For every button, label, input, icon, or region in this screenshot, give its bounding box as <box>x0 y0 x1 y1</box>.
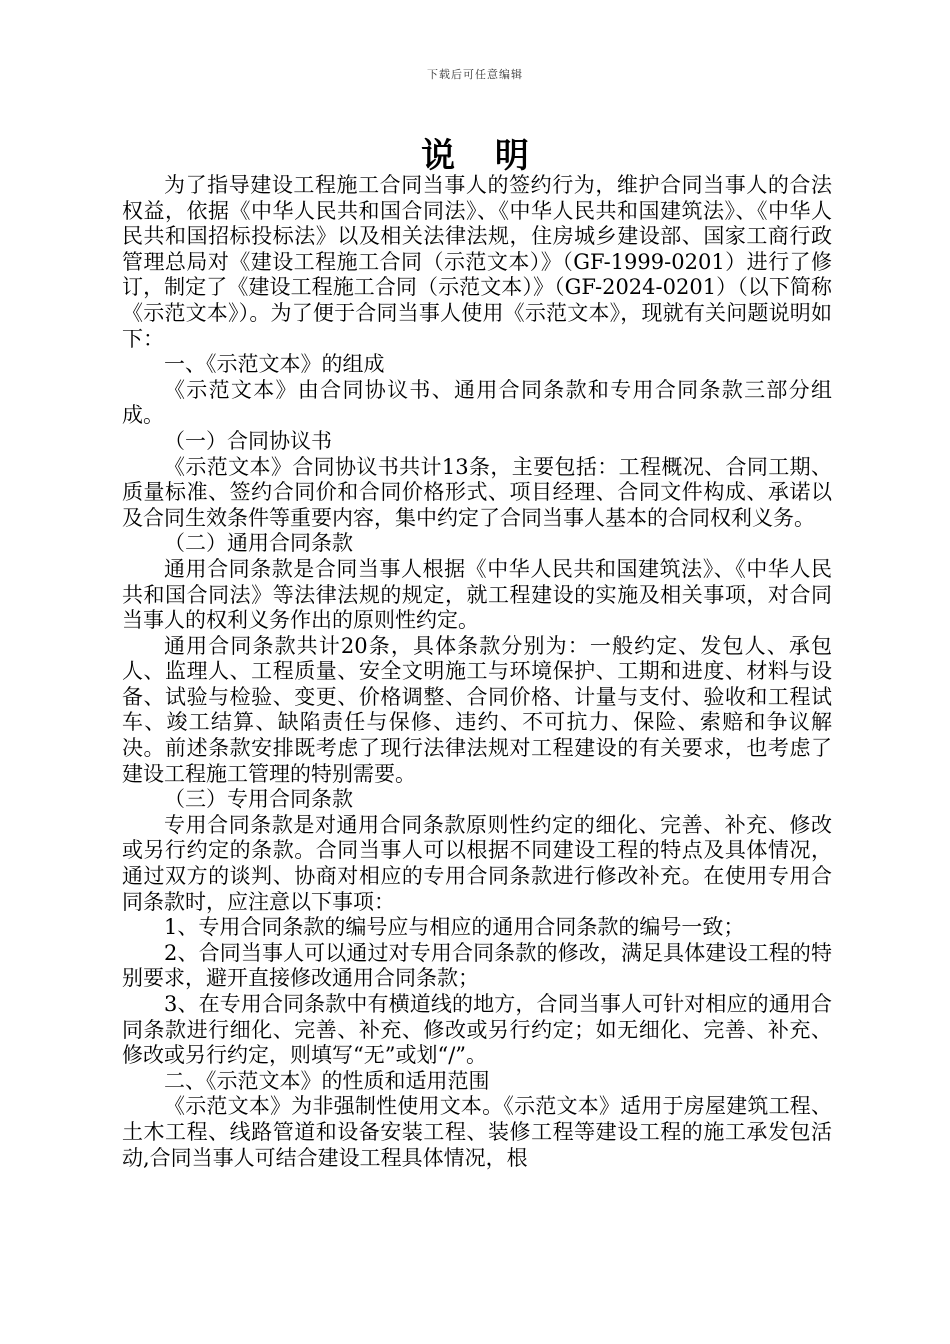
document-body <box>122 173 832 1171</box>
section-heading-composition: 一、《示范文本》的组成 <box>164 352 385 377</box>
paragraph-agreement: 《示范文本》合同协议书共计13条，主要包括：工程概况、合同工期、质量标准、签约合同价和合同价格形式、项目经理、合同文件构成、承诺以及合同生效条件等重要内容，集中约定了合同当事人基本的合同权利义务。 <box>122 454 832 530</box>
header-note: 下载后可任意编辑 <box>427 68 523 81</box>
paragraph-scope: 《示范文本》为非强制性使用文本。《示范文本》适用于房屋建筑工程、土木工程、线路管道和设备安装工程、装修工程等建设工程的施工承发包活动,合同当事人可结合建设工程具体情况，根 <box>122 1094 832 1170</box>
paragraph-general-terms: 通用合同条款是合同当事人根据《中华人民共和国建筑法》、《中华人民共和国合同法》等法律法规的规定，就工程建设的实施及相关事项，对合同当事人的权利义务作出的原则性约定。 <box>122 556 832 633</box>
list-item-1: 1、专用合同条款的编号应与相应的通用合同条款的编号一致； <box>164 915 745 940</box>
paragraph-composition: 《示范文本》由合同协议书、通用合同条款和专用合同条款三部分组成。 <box>122 377 832 428</box>
subsection-heading-special-terms: （三）专用合同条款 <box>164 787 353 812</box>
paragraph-special-terms: 专用合同条款是对通用合同条款原则性约定的细化、完善、补充、修改或另行约定的条款。合同当事人可以根据不同建设工程的特点及具体情况，通过双方的谈判、协商对相应的专用合同条款进行修改补充。在使用专用合同条款时，应注意以下事项： <box>122 812 832 914</box>
section-heading-scope: 二、《示范文本》的性质和适用范围 <box>164 1068 490 1093</box>
list-item-3: 3、在专用合同条款中有横道线的地方，合同当事人可针对相应的通用合同条款进行细化、完善、补充、修改或另行约定；如无细化、完善、补充、修改或另行约定，则填写“无”或划“/”。 <box>122 992 832 1068</box>
page-title: 说 明 <box>421 136 543 176</box>
paragraph-general-terms-list: 通用合同条款共计20条，具体条款分别为：一般约定、发包人、承包人、监理人、工程质量、安全文明施工与环境保护、工期和进度、材料与设备、试验与检验、变更、价格调整、合同价格、计量与支付、验收和工程试车、竣工结算、缺陷责任与保修、违约、不可抗力、保险、索赔和争议解决。前述条款安排既考虑了现行法律法规对工程建设的有关要求，也考虑了建设工程施工管理的特别需要。 <box>122 633 832 786</box>
subsection-heading-agreement: （一）合同协议书 <box>164 428 332 453</box>
subsection-heading-general-terms: （二）通用合同条款 <box>164 531 353 556</box>
list-item-2: 2、合同当事人可以通过对专用合同条款的修改，满足具体建设工程的特别要求，避开直接修改通用合同条款； <box>122 940 832 991</box>
paragraph-intro: 为了指导建设工程施工合同当事人的签约行为，维护合同当事人的合法权益，依据《中华人民共和国合同法》、《中华人民共和国建筑法》、《中华人民共和国招标投标法》以及相关法律法规，住房城乡建设部、国家工商行政管理总局对《建设工程施工合同（示范文本）》（GF-1999-0201）进行了修订，制定了《建设工程施工合同（示范文本）》（GF-2024-0201）（以下简称《示范文本》）。为了便于合同当事人使用《示范文本》，现就有关问题说明如下： <box>122 173 832 351</box>
